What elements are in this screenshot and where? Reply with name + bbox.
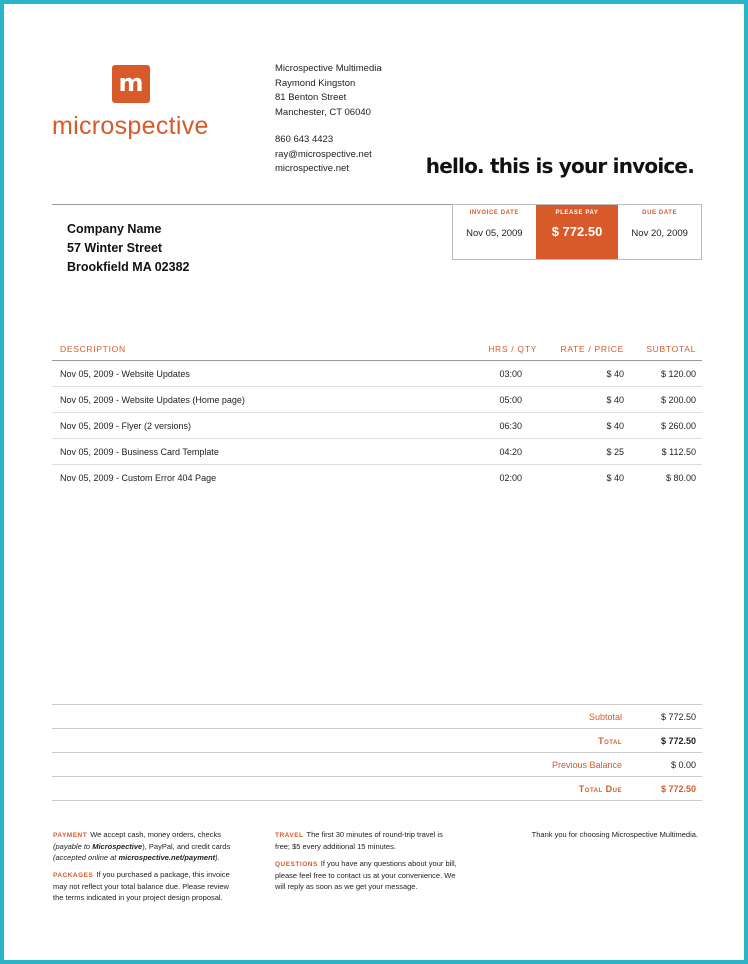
item-subtotal: $ 112.50 (661, 447, 696, 457)
travel-note: TRAVEL The first 30 minutes of round-trip travel is free; $5 every additional 15 minutes. (275, 830, 443, 851)
total-due-label: Total Due (578, 784, 622, 794)
item-qty: 03:00 (499, 369, 522, 379)
brand-name: microspective (52, 112, 209, 140)
subtotal-row (52, 705, 702, 729)
sender-street: 81 Benton Street (275, 92, 347, 103)
total-label: Total (598, 736, 622, 746)
previous-balance-label: Previous Balance (551, 760, 622, 770)
item-description: Nov 05, 2009 - Website Updates (Home page) (60, 395, 245, 405)
item-rate: $ 25 (606, 447, 624, 457)
item-description: Nov 05, 2009 - Flyer (2 versions) (60, 421, 192, 431)
bill-to-street: 57 Winter Street (67, 241, 163, 255)
payment-note: PAYMENT We accept cash, money orders, checks (payable to Microspective), PayPal, and credit cards (accepted online at microspective.net/payment). (53, 830, 231, 862)
sender-contact: Raymond Kingston (275, 77, 356, 89)
item-subtotal: $ 260.00 (660, 421, 696, 431)
invoice-date-value: Nov 05, 2009 (466, 228, 523, 239)
packages-note: PACKAGES If you purchased a package, this invoice may not reflect your total balance due. Please review the terms indicated in your project design proposal. (53, 870, 230, 902)
item-description: Nov 05, 2009 - Website Updates (60, 369, 190, 379)
footer-payment-column (53, 829, 263, 909)
sender-company: Microspective Multimedia (275, 63, 382, 74)
totals-block (52, 704, 702, 801)
header-qty: HRS / QTY (488, 344, 537, 354)
sender-address (275, 62, 382, 177)
table-row (52, 413, 702, 439)
sender-website[interactable]: microspective.net (275, 163, 349, 174)
sender-city: Manchester, CT 06040 (275, 106, 371, 118)
bill-to-name: Company Name (67, 222, 162, 236)
due-date-value: Nov 20, 2009 (631, 228, 688, 239)
due-date-label: DUE DATE (642, 210, 678, 216)
bill-to-address (67, 220, 190, 277)
item-rate: $ 40 (606, 369, 624, 379)
questions-key: QUESTIONS (275, 861, 318, 868)
table-row (52, 465, 702, 490)
invoice-page (4, 4, 744, 960)
subtotal-value: $ 772.50 (660, 712, 696, 722)
item-qty: 05:00 (499, 395, 522, 405)
header-subtotal: SUBTOTAL (646, 344, 696, 354)
thank-you-note: Thank you for choosing Microspective Multimedia. (531, 830, 698, 839)
packages-key: PACKAGES (53, 872, 94, 879)
please-pay-cell (536, 205, 619, 259)
total-value: $ 772.50 (660, 736, 696, 746)
please-pay-value: $ 772.50 (551, 224, 603, 239)
item-description: Nov 05, 2009 - Business Card Template (60, 447, 219, 457)
travel-key: TRAVEL (275, 832, 304, 839)
total-due-row (52, 777, 702, 801)
item-subtotal: $ 80.00 (665, 473, 696, 483)
item-qty: 04:20 (499, 447, 522, 457)
payment-key: PAYMENT (53, 832, 88, 839)
item-description: Nov 05, 2009 - Custom Error 404 Page (60, 473, 217, 483)
item-qty: 02:00 (499, 473, 522, 483)
item-rate: $ 40 (606, 473, 624, 483)
bill-to-city: Brookfield MA 02382 (67, 260, 190, 274)
header-description: DESCRIPTION (60, 344, 126, 354)
item-rate: $ 40 (606, 421, 624, 431)
invoice-headline: hello. this is your invoice. (425, 154, 694, 178)
total-row (52, 729, 702, 753)
questions-note: QUESTIONS If you have any questions about your bill, please feel free to contact us at your convenience. We will reply as soon as we get your message. (275, 859, 457, 891)
item-qty: 06:30 (499, 421, 522, 431)
item-rate: $ 40 (606, 395, 624, 405)
table-row (52, 387, 702, 413)
table-row (52, 439, 702, 465)
payment-link[interactable]: microspective.net/payment (118, 853, 216, 862)
subtotal-label: Subtotal (588, 712, 622, 722)
table-row (52, 361, 702, 387)
header-rate: RATE / PRICE (560, 344, 624, 354)
invoice-summary-box (452, 204, 702, 260)
item-subtotal: $ 200.00 (660, 395, 696, 405)
please-pay-label: PLEASE PAY (555, 210, 599, 216)
line-items (52, 361, 702, 490)
item-subtotal: $ 120.00 (660, 369, 696, 379)
invoice-date-label: INVOICE DATE (469, 210, 520, 216)
logo-icon: m (112, 65, 150, 103)
previous-balance-row (52, 753, 702, 777)
sender-email[interactable]: ray@microspective.net (275, 148, 372, 160)
sender-phone: 860 643 4423 (275, 134, 334, 145)
due-date-cell (618, 205, 701, 259)
previous-balance-value: $ 0.00 (670, 760, 696, 770)
table-header (52, 340, 702, 361)
footer-travel-column (275, 829, 495, 898)
total-due-value: $ 772.50 (660, 784, 696, 794)
invoice-date-cell (453, 205, 536, 259)
